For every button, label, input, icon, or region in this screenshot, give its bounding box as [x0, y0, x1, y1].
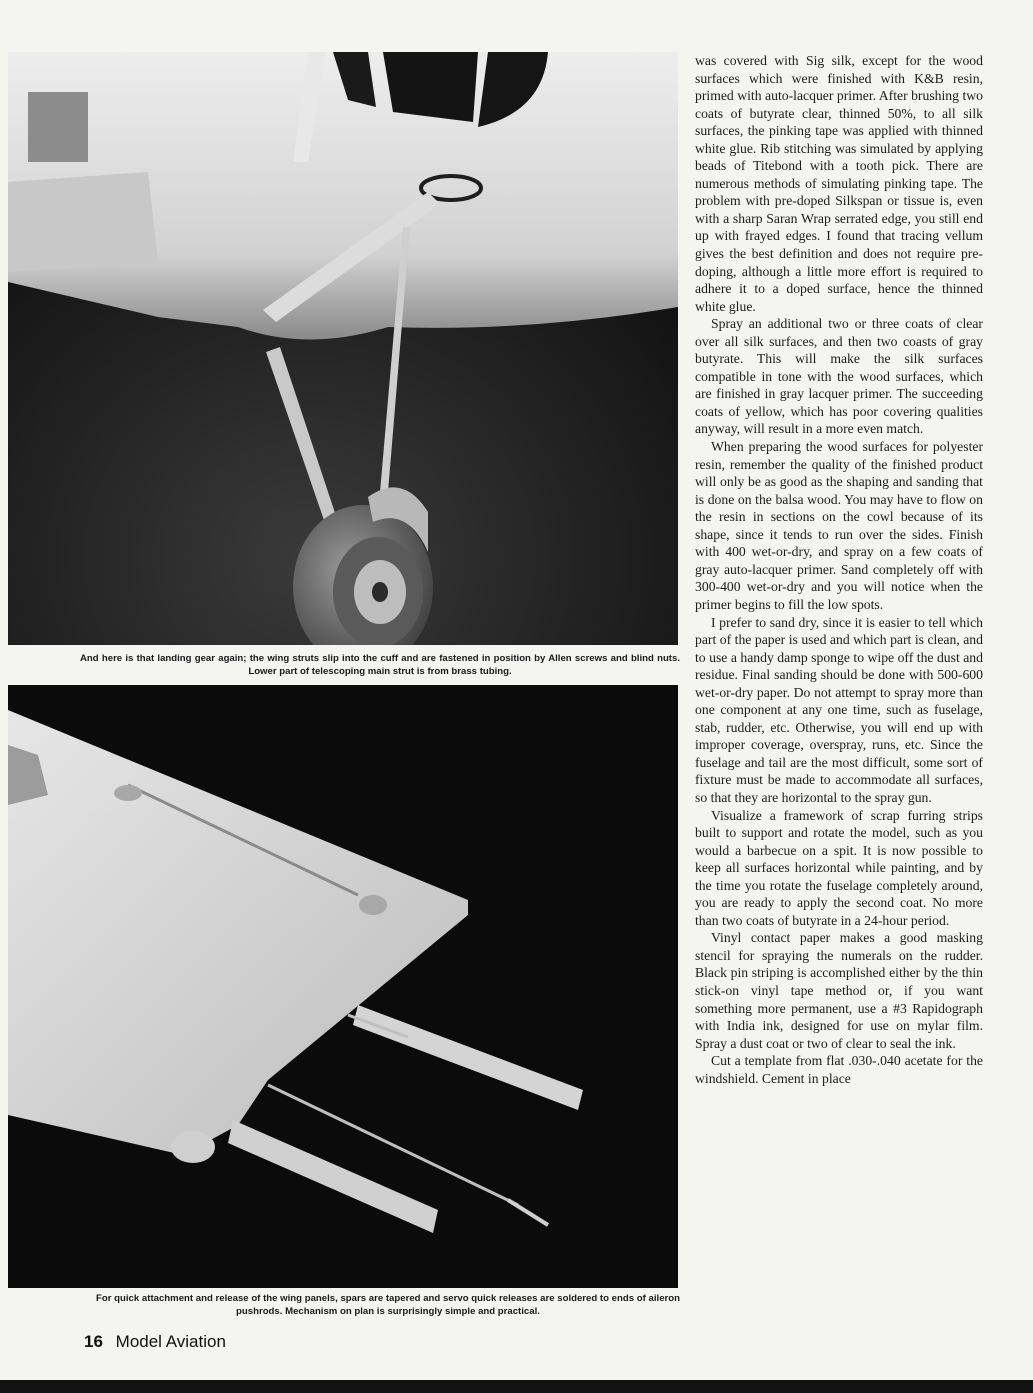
article-paragraph: Spray an additional two or three coats of clear over all silk surfaces, and then two coasts of gray butyrate. This will make the silk surfaces compatible in tone with the wood surfaces, which are finished in gray lacquer primer. The succeeding coats of yellow, which has poor covering qualities anyway, will result in a more even match. — [695, 316, 983, 437]
page-number: 16 — [84, 1332, 103, 1351]
landing-gear-caption: And here is that landing gear again; the wing struts slip into the cuff and are fastened in position by Allen screws and blind nuts. Lower part of telescoping main strut is from brass tubing. — [80, 653, 680, 677]
article-paragraph: When preparing the wood surfaces for polyester resin, remember the quality of the finished product will only be as good as the shaping and sanding that is done on the balsa wood. You may have to flow on the resin in sections on the cowl because of its shape, since it tends to run over the sides. Finish with 400 wet-or-dry, and spray on a few coats of gray auto-lacquer primer. Sand completely off with 300-400 wet-or-dry and you will notice when the primer begins to fill the low spots. — [695, 439, 983, 612]
page-footer — [84, 1332, 226, 1352]
wing-panel-caption: For quick attachment and release of the wing panels, spars are tapered and servo quick releases are soldered to ends of aileron pushrods. Mechanism on plan is surprisingly simple and practical. — [96, 1293, 680, 1317]
article-paragraph: Vinyl contact paper makes a good masking stencil for spraying the numerals on the rudder. Black pin striping is accomplished either by the thin stick-on vinyl tape method or, if you want something more permanent, use a #3 Rapidograph with India ink, designed for use on mylar film. Spray a dust coat or two of clear to seal the ink. — [695, 930, 983, 1051]
article-paragraph: Visualize a framework of scrap furring strips built to support and rotate the model, such as you would a barbecue on a spit. It is now possible to keep all surfaces horizontal while painting, and by the time you rotate the fuselage completely around, you are ready to apply the second coat. No more than two coats of butyrate in a 24-hour period. — [695, 807, 983, 928]
landing-gear-photo — [8, 52, 678, 645]
landing-gear-illustration — [8, 52, 678, 645]
magazine-title: Model Aviation — [115, 1332, 226, 1351]
article-paragraph: I prefer to sand dry, since it is easier to tell which part of the paper is used and which part is clean, and to use a handy damp sponge to wipe off the dust and residue. Final sanding should be done with 500-600 wet-or-dry paper. Do not attempt to spray more than one component at any one time, such as fuselage, stab, rudder, etc. Otherwise, you will end up with improper coverage, overspray, runs, etc. Since the fuselage and tail are the most difficult, some sort of fixture must be made to accommodate all surfaces, so that they are horizontal to the spray gun. — [695, 614, 983, 805]
article-paragraph: Cut a template from flat .030-.040 acetate for the windshield. Cement in place — [695, 1053, 983, 1086]
article-column — [695, 52, 983, 1087]
article-paragraph: was covered with Sig silk, except for the wood surfaces which were finished with K&B resin, primed with auto-lacquer primer. After brushing two coats of butyrate clear, thinned 50%, to all silk surfaces, the pinking tape was applied with thinned white glue. Rib stitching was simulated by applying beads of Titebond with a tooth pick. There are numerous methods of simulating pinking tape. The problem with pre-doped Silkspan or tissue is, even with a sharp Saran Wrap serrated edge, you still end up with frayed edges. I found that tracing vellum gives the best definition and does not require pre-doping, although a little more effort is required to adhere it to a doped surface, hence the thinned white glue. — [695, 53, 983, 314]
wing-panel-illustration — [8, 685, 678, 1288]
wing-panel-photo — [8, 685, 678, 1288]
